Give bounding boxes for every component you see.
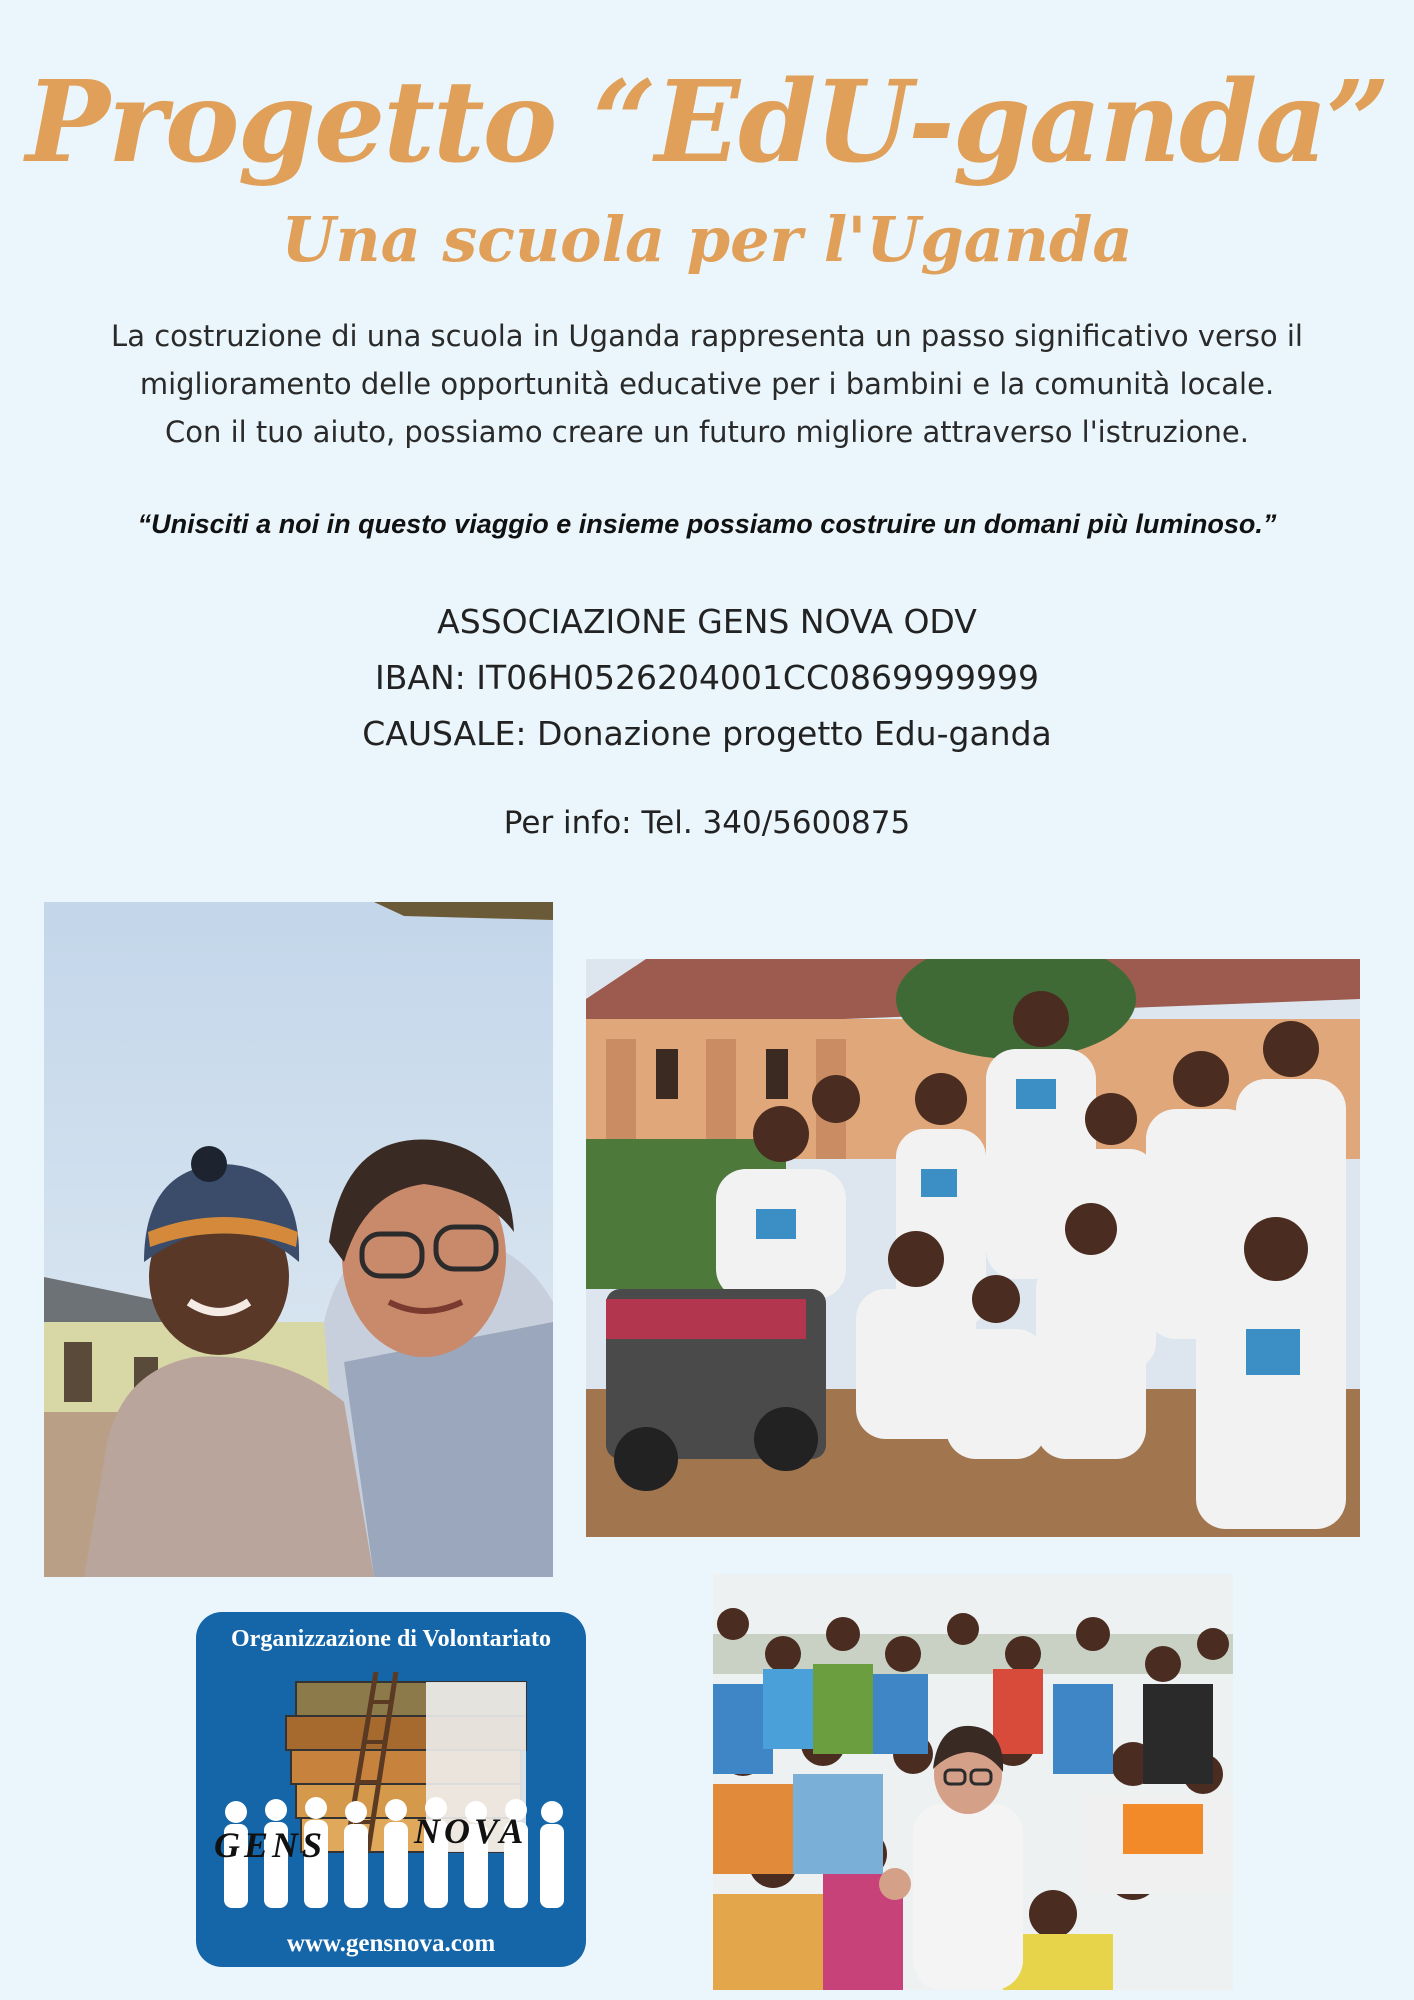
intro-line: Con il tuo aiuto, possiamo creare un futuro migliore attraverso l'istruzione. [164,415,1249,449]
books-stack-icon [196,1612,586,1967]
page-subtitle: Una scuola per l'Uganda [281,203,1133,276]
photo-group-children-building-image [586,959,1360,1537]
photo-group-children-building [586,959,1360,1537]
intro-line: miglioramento delle opportunità educative per i bambini e la comunità locale. [139,367,1275,401]
causale-text: CAUSALE: Donazione progetto Edu-ganda [362,714,1052,753]
logo-top-text: Organizzazione di Volontariato [231,1626,551,1652]
quote-text: “Unisciti a noi in questo viaggio e insieme possiamo costruire un domani più luminoso.” [137,509,1277,539]
intro-paragraph [60,312,1354,456]
logo-word-nova: NOVA [414,1811,528,1851]
iban-text: IBAN: IT06H0526204001CC0869999999 [375,658,1039,697]
contact-info: Per info: Tel. 340/5600875 [503,805,911,841]
photo-woman-with-child-image [44,902,553,1577]
donation-block [0,594,1414,762]
logo-url: www.gensnova.com [286,1930,496,1957]
logo-word-gens: GENS [214,1825,327,1865]
page-title: Progetto “EdU-ganda” [25,57,1389,188]
intro-line: La costruzione di una scuola in Uganda rappresenta un passo significativo verso il [111,319,1303,353]
photo-crowd-schoolchildren-image [713,1574,1233,1990]
photo-crowd-schoolchildren [713,1574,1233,1990]
photo-woman-with-child [44,902,553,1577]
gens-nova-logo [196,1612,586,1967]
association-name: ASSOCIAZIONE GENS NOVA ODV [437,602,977,641]
